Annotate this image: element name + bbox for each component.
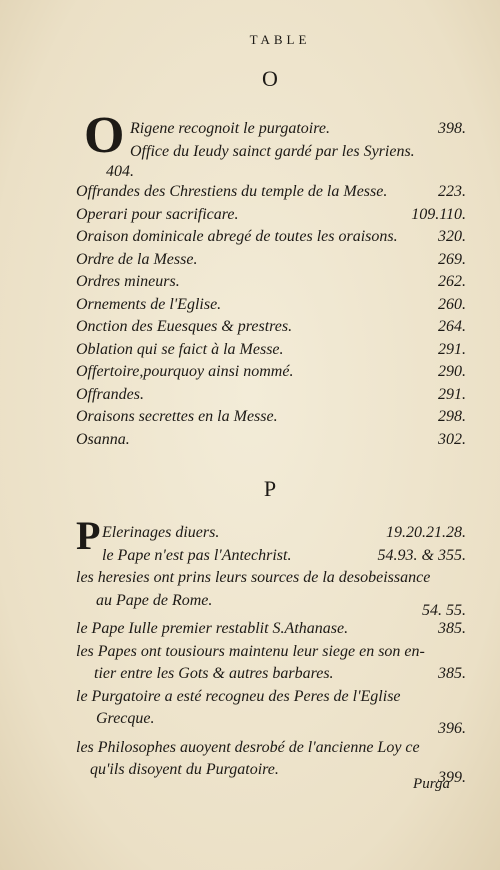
entry-page: 399. (438, 769, 466, 786)
entry-text: Rigene recognoit le purgatoire. (130, 120, 330, 137)
index-entry (76, 249, 466, 272)
index-entry (76, 737, 466, 760)
index-entry (76, 141, 466, 164)
index-entry (76, 204, 466, 227)
section-heading-o: O (262, 66, 278, 91)
entry-page: 262. (438, 273, 466, 290)
entry-text: Elerinages diuers. (102, 524, 220, 541)
entry-text: le Purgatoire a esté recogneu des Peres de l'Eglise (76, 687, 401, 705)
entry-page: 302. (438, 430, 466, 448)
index-entry (76, 339, 466, 362)
index-entry (76, 618, 466, 641)
entry-page: 385. (438, 665, 466, 682)
index-entry (76, 759, 466, 786)
entry-page: 223. (438, 183, 466, 200)
entry-text: 404. (106, 163, 134, 180)
entry-text: Oraisons secrettes en la Messe. (76, 408, 278, 425)
entry-text: Oblation qui se faict à la Messe. (76, 340, 284, 358)
entry-page: 264. (438, 318, 466, 335)
index-entry (76, 118, 466, 141)
entry-text: Ornements de l'Eglise. (76, 295, 222, 313)
index-entry (76, 181, 466, 204)
index-entry (76, 522, 466, 545)
entry-text: les heresies ont prins leurs sources de la desobeissance (76, 569, 431, 586)
entry-text: Operari pour sacrificare. (76, 205, 239, 223)
index-entry (76, 641, 466, 664)
entry-text: les Papes ont tousiours maintenu leur siege en son en- (76, 642, 425, 660)
index-entry (76, 361, 466, 384)
entry-text: Office du Ieudy sainct gardé par les Syriens. (130, 142, 415, 160)
entry-text: au Pape de Rome. (96, 591, 213, 609)
index-entry (76, 294, 466, 317)
entry-text: tier entre les Gots & autres barbares. (94, 665, 334, 682)
entry-text: Osanna. (76, 430, 130, 448)
entry-text: qu'ils disoyent du Purgatoire. (90, 761, 279, 778)
catchword: Purga (413, 776, 450, 792)
entry-text: les Philosophes auoyent desrobé de l'ancienne Loy ce (76, 738, 420, 756)
entry-page: 385. (438, 620, 466, 637)
index-entry (76, 406, 466, 429)
entry-page: 298. (438, 408, 466, 425)
index-entry (76, 590, 466, 619)
index-section-p (76, 522, 466, 786)
index-entry (76, 429, 466, 452)
entry-page: 54.93. & 355. (377, 546, 466, 564)
section-heading-p: P (263, 476, 277, 501)
entry-page: 260. (438, 295, 466, 313)
index-entry (76, 567, 466, 590)
dropcap-o: O (84, 107, 125, 164)
entry-page: 291. (438, 385, 466, 403)
index-entry (76, 226, 466, 249)
dropcap-p: P (76, 513, 101, 558)
index-entry (76, 708, 466, 737)
running-head: TABLE (249, 32, 311, 47)
entry-text: Ordre de la Messe. (76, 250, 198, 268)
index-entry (76, 686, 466, 709)
entry-text: Offrandes des Chrestiens du temple de la Messe. (76, 183, 388, 200)
entry-page: 398. (438, 120, 466, 137)
index-entry (76, 316, 466, 339)
index-entry (76, 271, 466, 294)
entry-page: 396. (438, 720, 466, 737)
entry-page: 269. (438, 250, 466, 268)
entry-page: 54. 55. (422, 601, 466, 619)
entry-text: Ordres mineurs. (76, 273, 180, 290)
entry-text: le Pape n'est pas l'Antechrist. (102, 546, 292, 564)
index-section-o (76, 118, 466, 451)
entry-text: Onction des Euesques & prestres. (76, 318, 293, 335)
entry-page: 320. (438, 228, 466, 245)
index-entry (76, 163, 466, 181)
entry-text: Offertoire,pourquoy ainsi nommé. (76, 363, 294, 380)
entry-text: Offrandes. (76, 385, 144, 403)
entry-page: 291. (438, 340, 466, 358)
entry-page: 109.110. (411, 205, 466, 223)
entry-text: Grecque. (96, 710, 155, 727)
entry-text: le Pape Iulle premier restablit S.Athanase. (76, 620, 349, 637)
index-entry (76, 663, 466, 686)
entry-page: 19.20.21.28. (386, 524, 466, 541)
index-entry (76, 384, 466, 407)
entry-text: Oraison dominicale abregé de toutes les oraisons. (76, 228, 398, 245)
index-entry (76, 545, 466, 568)
entry-page: 290. (438, 363, 466, 380)
